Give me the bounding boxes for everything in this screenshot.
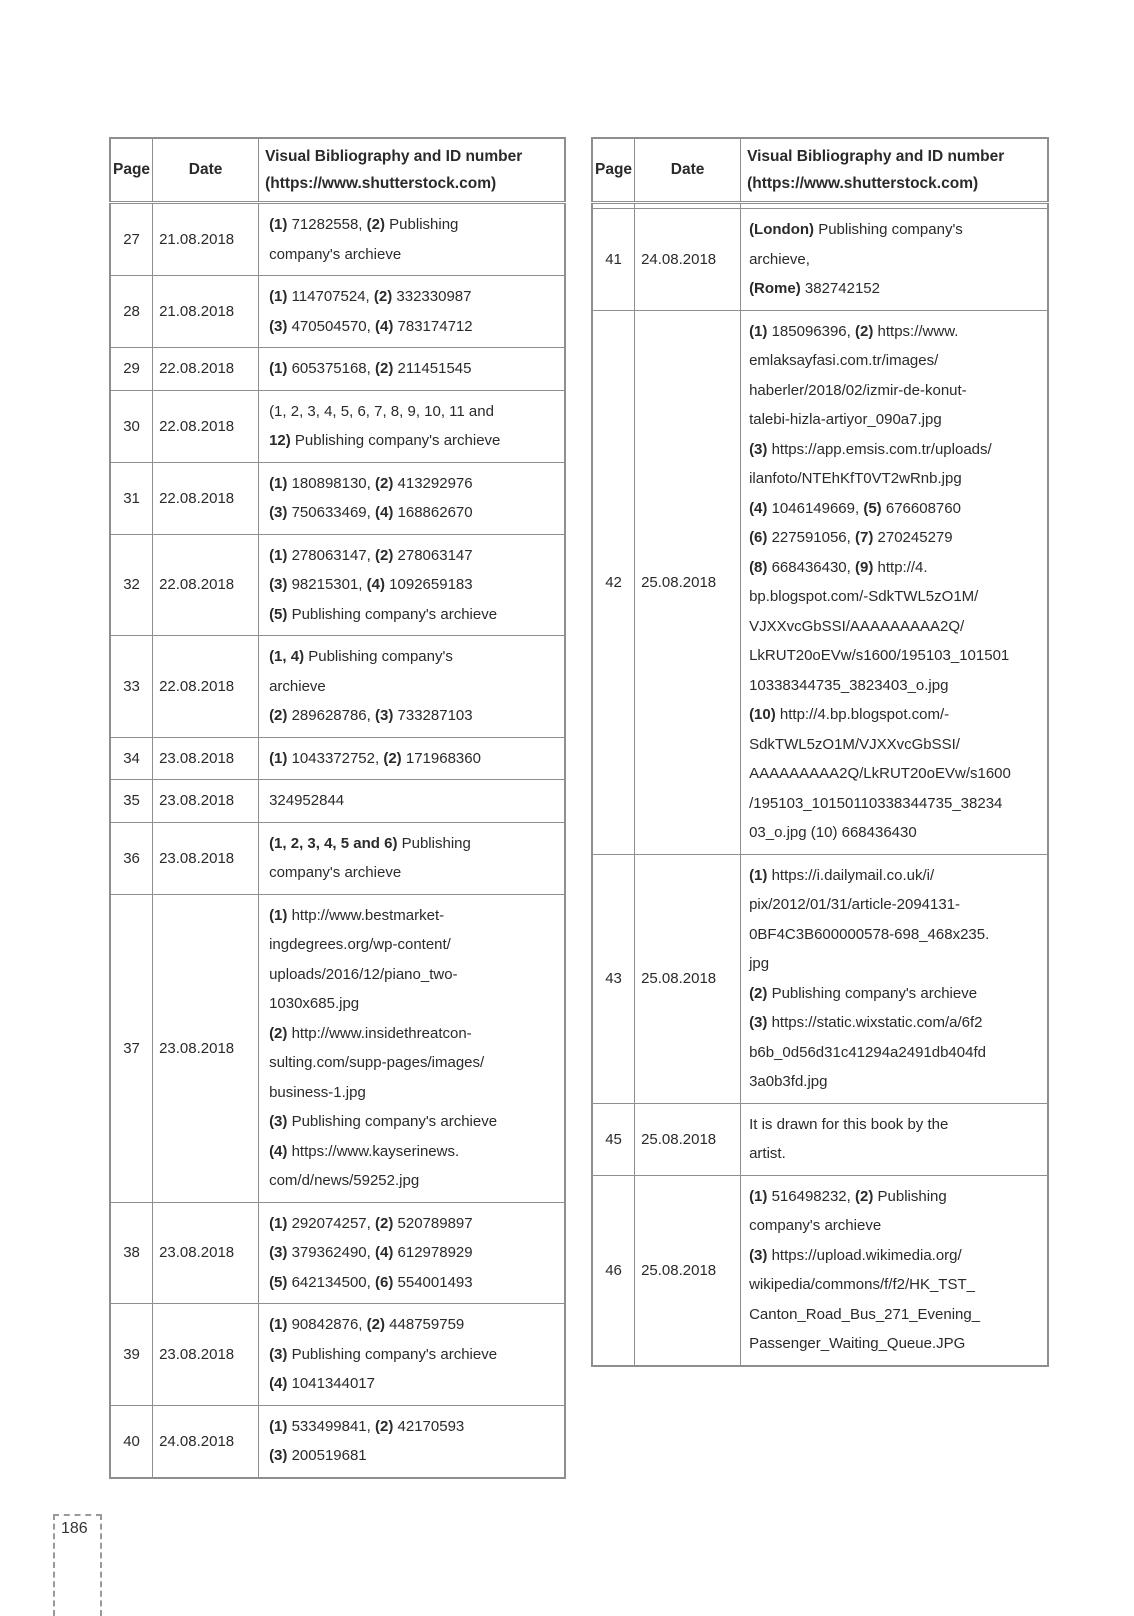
bibliography-line: 3a0b3fd.jpg	[749, 1073, 828, 1090]
bibliography-line: (1) 185096396, (2) https://www.	[749, 322, 959, 340]
bibliography-line: pix/2012/01/31/article-2094131-	[749, 896, 961, 913]
table-row	[110, 737, 565, 780]
row-page: 28	[110, 276, 153, 348]
row-date: 23.08.2018	[153, 822, 259, 894]
table-row	[110, 203, 565, 276]
row-bibliography	[259, 636, 565, 738]
bibliography-line: It is drawn for this book by the	[749, 1115, 949, 1133]
bibliography-line: haberler/2018/02/izmir-de-konut-	[749, 381, 967, 399]
bibliography-line: 12) Publishing company's archieve	[269, 432, 501, 449]
bibliography-line: (5) Publishing company's archieve	[269, 605, 498, 623]
table-row	[110, 390, 565, 462]
row-bibliography	[741, 310, 1048, 854]
bibliography-line: (3) https://static.wixstatic.com/a/6f2	[749, 1014, 983, 1031]
bibliography-line: sulting.com/supp-pages/images/	[269, 1054, 485, 1071]
bibliography-line: (6) 227591056, (7) 270245279	[749, 529, 953, 546]
row-date: 23.08.2018	[153, 1202, 259, 1304]
row-page: 31	[110, 462, 153, 534]
table-row	[110, 534, 565, 636]
bibliography-line: (1) 533499841, (2) 42170593	[269, 1417, 465, 1435]
row-page: 43	[592, 854, 635, 1103]
bibliography-line: 03_o.jpg (10) 668436430	[749, 824, 917, 841]
bibliography-line: company's archieve	[269, 245, 402, 263]
table-row	[110, 636, 565, 738]
row-page: 29	[110, 348, 153, 391]
row-bibliography	[259, 737, 565, 780]
bibliography-line: (3) 750633469, (4) 168862670	[269, 504, 473, 521]
bibliography-line: 324952844	[269, 792, 345, 809]
bibliography-line: (3) 379362490, (4) 612978929	[269, 1244, 473, 1261]
table-row	[592, 854, 1048, 1103]
bibliography-line: Passenger_Waiting_Queue.JPG	[749, 1335, 966, 1352]
bibliography-line: (1, 4) Publishing company's	[269, 648, 453, 665]
bibliography-line: 1030x685.jpg	[269, 995, 360, 1012]
bibliography-line: (London) Publishing company's	[749, 221, 963, 238]
row-page: 40	[110, 1405, 153, 1478]
table-row	[110, 462, 565, 534]
row-bibliography	[259, 1202, 565, 1304]
row-date: 22.08.2018	[153, 534, 259, 636]
table-row	[110, 780, 565, 823]
bibliography-line: ilanfoto/NTEhKfT0VT2wRnb.jpg	[749, 470, 962, 487]
header-bib-line: Visual Bibliography and ID number	[265, 148, 523, 165]
row-date: 23.08.2018	[153, 1304, 259, 1406]
bibliography-line: (Rome) 382742152	[749, 280, 880, 297]
bibliography-line: (2) 289628786, (3) 733287103	[269, 707, 473, 724]
bibliography-line: (1) 292074257, (2) 520789897	[269, 1214, 473, 1232]
header-bib-line: Visual Bibliography and ID number	[747, 148, 1005, 165]
row-page: 30	[110, 390, 153, 462]
header-page: Page	[592, 138, 635, 203]
bibliography-line: company's archieve	[749, 1217, 882, 1234]
bibliography-line: com/d/news/59252.jpg	[269, 1172, 420, 1189]
row-bibliography	[259, 276, 565, 348]
row-date: 25.08.2018	[635, 854, 741, 1103]
bibliography-line: business-1.jpg	[269, 1083, 366, 1101]
header-row	[592, 138, 1048, 203]
bibliography-line: ingdegrees.org/wp-content/	[269, 936, 451, 953]
bibliography-line: (4) 1046149669, (5) 676608760	[749, 499, 961, 517]
bibliography-line: (1, 2, 3, 4, 5 and 6) Publishing	[269, 834, 471, 852]
row-date: 23.08.2018	[153, 894, 259, 1202]
bibliography-line: (4) https://www.kayserinews.	[269, 1142, 460, 1160]
row-page: 37	[110, 894, 153, 1202]
bibliography-line: VJXXvcGbSSI/AAAAAAAAA2Q/	[749, 617, 965, 635]
header-date: Date	[635, 138, 741, 203]
row-date: 22.08.2018	[153, 390, 259, 462]
row-date: 21.08.2018	[153, 276, 259, 348]
row-date: 25.08.2018	[635, 1103, 741, 1175]
bibliography-line: (1) 1043372752, (2) 171968360	[269, 749, 481, 767]
row-page: 33	[110, 636, 153, 738]
row-page: 42	[592, 310, 635, 854]
row-page: 46	[592, 1175, 635, 1366]
row-page: 45	[592, 1103, 635, 1175]
bibliography-line: (4) 1041344017	[269, 1375, 375, 1392]
bibliography-line: (3) Publishing company's archieve	[269, 1113, 498, 1130]
bibliography-line: artist.	[749, 1145, 786, 1162]
bibliography-line: 0BF4C3B600000578-698_468x235.	[749, 925, 990, 943]
row-date: 23.08.2018	[153, 737, 259, 780]
table-row	[110, 894, 565, 1202]
header-bibliography	[741, 138, 1048, 203]
bibliography-line: (3) 98215301, (4) 1092659183	[269, 576, 473, 593]
row-bibliography	[259, 462, 565, 534]
table-row	[110, 1202, 565, 1304]
bibliography-line: (1) 605375168, (2) 211451545	[269, 360, 472, 377]
table-row	[110, 822, 565, 894]
row-date: 24.08.2018	[153, 1405, 259, 1478]
row-bibliography	[741, 1103, 1048, 1175]
bibliography-line: LkRUT20oEVw/s1600/195103_101501	[749, 647, 1010, 664]
bibliography-line: uploads/2016/12/piano_two-	[269, 965, 458, 983]
row-date: 21.08.2018	[153, 203, 259, 276]
row-bibliography	[259, 390, 565, 462]
row-bibliography	[259, 203, 565, 276]
bibliography-line: AAAAAAAAA2Q/LkRUT20oEVw/s1600	[749, 765, 1011, 782]
bibliography-line: (1) 180898130, (2) 413292976	[269, 474, 473, 492]
row-date: 23.08.2018	[153, 780, 259, 823]
header-bibliography	[259, 138, 565, 203]
bibliography-line: bp.blogspot.com/-SdkTWL5zO1M/	[749, 588, 979, 605]
row-page: 38	[110, 1202, 153, 1304]
bibliography-table-right	[591, 137, 1049, 1367]
bibliography-line: 10338344735_3823403_o.jpg	[749, 676, 949, 694]
row-date: 22.08.2018	[153, 462, 259, 534]
bibliography-line: (1) 278063147, (2) 278063147	[269, 546, 473, 564]
table-body-left	[110, 203, 565, 1478]
bibliography-line: (3) https://app.emsis.com.tr/uploads/	[749, 440, 992, 458]
row-bibliography	[259, 348, 565, 391]
table-row	[110, 276, 565, 348]
bibliography-line: archieve,	[749, 250, 810, 268]
row-bibliography	[259, 894, 565, 1202]
bibliography-line: (2) Publishing company's archieve	[749, 984, 978, 1002]
row-bibliography	[259, 1405, 565, 1478]
row-bibliography	[741, 1175, 1048, 1366]
bibliography-line: (3) Publishing company's archieve	[269, 1345, 498, 1363]
bibliography-line: /195103_10150110338344735_38234	[749, 794, 1003, 812]
header-page: Page	[110, 138, 153, 203]
row-date: 22.08.2018	[153, 348, 259, 391]
row-bibliography	[741, 854, 1048, 1103]
row-bibliography	[259, 1304, 565, 1406]
table-row	[110, 1405, 565, 1478]
row-date: 25.08.2018	[635, 310, 741, 854]
bibliography-line: wikipedia/commons/f/f2/HK_TST_	[749, 1276, 975, 1293]
bibliography-line: (2) http://www.insidethreatcon-	[269, 1024, 472, 1042]
bibliography-line: b6b_0d56d31c41294a2491db404fd	[749, 1043, 986, 1061]
table-row	[592, 209, 1048, 311]
row-date: 25.08.2018	[635, 1175, 741, 1366]
bibliography-line: (1) 71282558, (2) Publishing	[269, 216, 459, 233]
table-body-right	[592, 203, 1048, 1366]
bibliography-line: (1) 516498232, (2) Publishing	[749, 1187, 947, 1205]
row-bibliography	[259, 822, 565, 894]
row-page: 32	[110, 534, 153, 636]
bibliography-line: (5) 642134500, (6) 554001493	[269, 1273, 473, 1291]
bibliography-line: (3) 470504570, (4) 783174712	[269, 317, 473, 335]
table-row	[592, 310, 1048, 854]
bibliography-line: SdkTWL5zO1M/VJXXvcGbSSI/	[749, 735, 960, 753]
header-date: Date	[153, 138, 259, 203]
bibliography-table-left	[109, 137, 566, 1479]
bibliography-line: (3) https://upload.wikimedia.org/	[749, 1246, 962, 1264]
header-bib-url: (https://www.shutterstock.com)	[747, 175, 979, 192]
bibliography-line: jpg	[749, 955, 770, 972]
row-date: 22.08.2018	[153, 636, 259, 738]
bibliography-line: (1) http://www.bestmarket-	[269, 906, 445, 924]
table-row	[592, 1175, 1048, 1366]
table-row	[110, 1304, 565, 1406]
bibliography-line: archieve	[269, 677, 326, 695]
row-bibliography	[741, 209, 1048, 311]
page-number-box	[53, 1514, 102, 1616]
row-page: 39	[110, 1304, 153, 1406]
row-page: 34	[110, 737, 153, 780]
row-page: 27	[110, 203, 153, 276]
row-bibliography	[259, 534, 565, 636]
table-row	[110, 348, 565, 391]
header-row	[110, 138, 565, 203]
page-number: 186	[61, 1520, 88, 1537]
row-date: 24.08.2018	[635, 209, 741, 311]
bibliography-line: (1) 114707524, (2) 332330987	[269, 288, 472, 305]
header-bib-url: (https://www.shutterstock.com)	[265, 175, 497, 192]
row-page: 36	[110, 822, 153, 894]
bibliography-line: (10) http://4.bp.blogspot.com/-	[749, 706, 950, 723]
bibliography-line: talebi-hizla-artiyor_090a7.jpg	[749, 411, 942, 428]
bibliography-line: company's archieve	[269, 864, 402, 881]
bibliography-line: (1) 90842876, (2) 448759759	[269, 1316, 465, 1333]
table-row	[592, 1103, 1048, 1175]
bibliography-line: emlaksayfasi.com.tr/images/	[749, 352, 939, 369]
row-bibliography	[259, 780, 565, 823]
bibliography-line: (8) 668436430, (9) http://4.	[749, 558, 928, 576]
bibliography-line: (1, 2, 3, 4, 5, 6, 7, 8, 9, 10, 11 and	[269, 402, 494, 420]
bibliography-line: Canton_Road_Bus_271_Evening_	[749, 1305, 981, 1323]
bibliography-line: (3) 200519681	[269, 1447, 367, 1464]
row-page: 35	[110, 780, 153, 823]
row-page: 41	[592, 209, 635, 311]
bibliography-line: (1) https://i.dailymail.co.uk/i/	[749, 866, 935, 884]
